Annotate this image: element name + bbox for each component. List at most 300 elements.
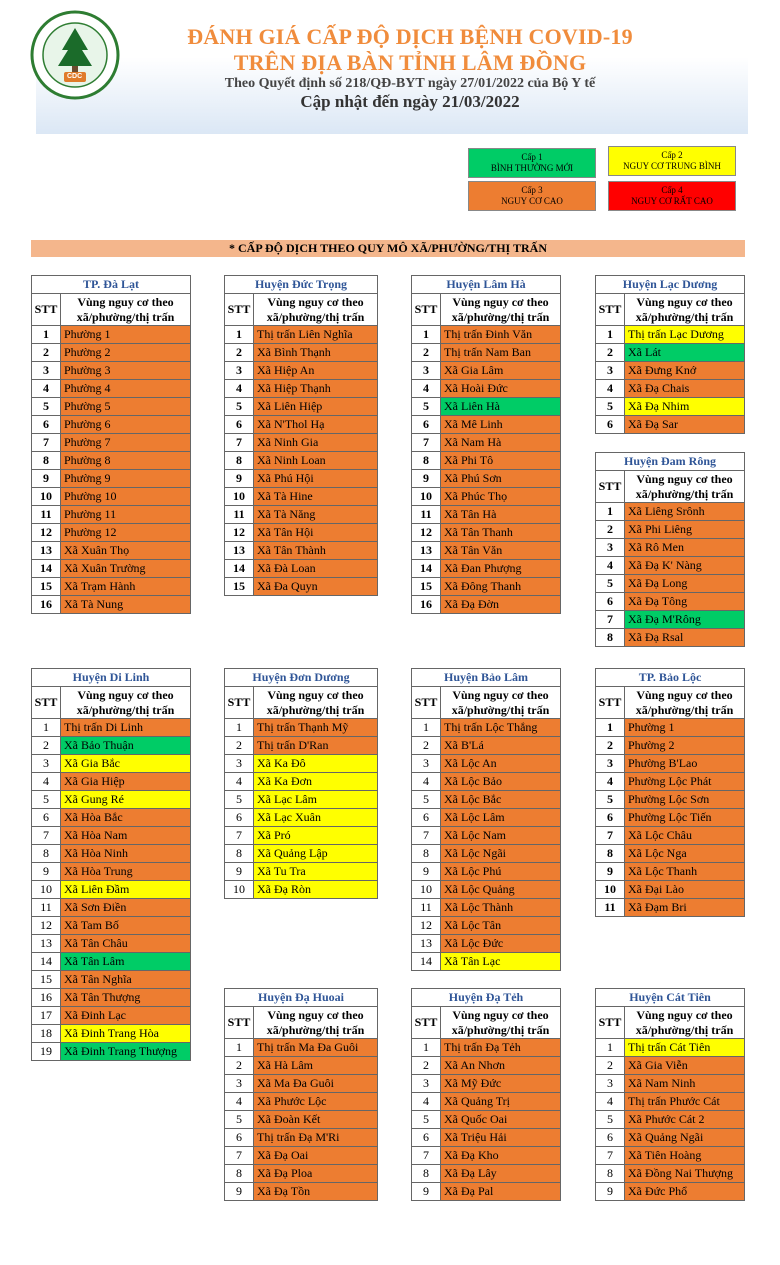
table-row (32, 542, 191, 560)
row-number: 3 (225, 755, 254, 773)
area-name: Xã Lạc Lâm (254, 791, 378, 809)
area-name: Xã Lộc Châu (625, 827, 745, 845)
area-name: Xã Liên Đầm (61, 881, 191, 899)
table-row (225, 452, 378, 470)
section-title: * CẤP ĐỘ DỊCH THEO QUY MÔ XÃ/PHƯỜNG/THỊ TRẤN (31, 240, 745, 257)
row-number: 4 (225, 773, 254, 791)
row-number: 10 (32, 488, 61, 506)
area-name: Xã Đạm Bri (625, 899, 745, 917)
row-number: 7 (225, 1147, 254, 1165)
area-name: Phường 4 (61, 380, 191, 398)
area-name: Xã Đại Lào (625, 881, 745, 899)
table-row (412, 1039, 561, 1057)
row-number: 5 (596, 791, 625, 809)
area-name: Xã Lộc Thành (441, 899, 561, 917)
table-row (412, 1075, 561, 1093)
area-name: Phường 8 (61, 452, 191, 470)
row-number: 2 (596, 344, 625, 362)
area-name: Xã Ka Đơn (254, 773, 378, 791)
table-row (225, 845, 378, 863)
area-name: Xã Đa Quyn (254, 578, 378, 596)
district-table (595, 668, 745, 917)
area-name: Xã Xuân Thọ (61, 542, 191, 560)
row-number: 5 (225, 1111, 254, 1129)
col-header-stt: STT (225, 1007, 254, 1039)
table-row (225, 380, 378, 398)
table-row (412, 434, 561, 452)
row-number: 1 (412, 326, 441, 344)
row-number: 14 (225, 560, 254, 578)
table-row (596, 380, 745, 398)
table-row (412, 560, 561, 578)
row-number: 8 (32, 452, 61, 470)
row-number: 16 (32, 596, 61, 614)
area-name: Xã Lộc Nga (625, 845, 745, 863)
district-table (411, 275, 561, 614)
row-number: 9 (412, 1183, 441, 1201)
table-row (32, 935, 191, 953)
area-name: Xã Lộc Quảng (441, 881, 561, 899)
row-number: 11 (32, 899, 61, 917)
row-number: 7 (32, 434, 61, 452)
row-number: 6 (32, 809, 61, 827)
col-header-area: Vùng nguy cơ theo xã/phường/thị trấn (441, 294, 561, 326)
area-name: Xã Liêng Srônh (625, 503, 745, 521)
area-name: Xã Ninh Loan (254, 452, 378, 470)
row-number: 3 (412, 755, 441, 773)
table-row (412, 596, 561, 614)
area-name: Xã Phi Tô (441, 452, 561, 470)
area-name: Xã Lộc Tân (441, 917, 561, 935)
row-number: 1 (32, 326, 61, 344)
col-header-area: Vùng nguy cơ theo xã/phường/thị trấn (254, 294, 378, 326)
col-header-stt: STT (412, 294, 441, 326)
area-name: Xã Tu Tra (254, 863, 378, 881)
col-header-stt: STT (596, 687, 625, 719)
row-number: 4 (596, 557, 625, 575)
table-row (225, 488, 378, 506)
table-row (225, 791, 378, 809)
row-number: 13 (412, 542, 441, 560)
row-number: 1 (596, 326, 625, 344)
area-name: Xã Tân Hội (254, 524, 378, 542)
table-row (412, 935, 561, 953)
area-name: Xã Hòa Ninh (61, 845, 191, 863)
table-row (596, 344, 745, 362)
table-row (596, 773, 745, 791)
area-name: Xã Quảng Ngãi (625, 1129, 745, 1147)
row-number: 1 (32, 719, 61, 737)
row-number: 1 (225, 326, 254, 344)
district-table (224, 668, 378, 899)
area-name: Xã Lát (625, 344, 745, 362)
row-number: 3 (225, 1075, 254, 1093)
area-name: Xã Đạ M'Rông (625, 611, 745, 629)
district-table (224, 988, 378, 1201)
table-row (32, 1043, 191, 1061)
row-number: 7 (225, 827, 254, 845)
area-name: Xã Tân Châu (61, 935, 191, 953)
area-name: Phường 9 (61, 470, 191, 488)
area-name: Xã Tân Văn (441, 542, 561, 560)
area-name: Phường 6 (61, 416, 191, 434)
col-header-area: Vùng nguy cơ theo xã/phường/thị trấn (254, 1007, 378, 1039)
area-name: Xã Đưng Knớ (625, 362, 745, 380)
table-row (225, 809, 378, 827)
area-name: Phường 11 (61, 506, 191, 524)
row-number: 3 (412, 362, 441, 380)
table-row (225, 719, 378, 737)
table-row (32, 488, 191, 506)
table-row (412, 506, 561, 524)
legend-level-3: Cấp 3 NGUY CƠ CAO (468, 181, 596, 211)
row-number: 6 (412, 1129, 441, 1147)
area-name: Xã Gia Viễn (625, 1057, 745, 1075)
area-name: Xã Nam Ninh (625, 1075, 745, 1093)
table-row (596, 863, 745, 881)
legend-level-4: Cấp 4 NGUY CƠ RẤT CAO (608, 181, 736, 211)
table-row (596, 1057, 745, 1075)
table-row (596, 755, 745, 773)
table-row (225, 863, 378, 881)
row-number: 11 (596, 899, 625, 917)
row-number: 10 (225, 488, 254, 506)
row-number: 3 (596, 539, 625, 557)
district-name: TP. Đà Lạt (32, 276, 191, 294)
col-header-stt: STT (412, 1007, 441, 1039)
table-row (32, 773, 191, 791)
row-number: 4 (412, 1093, 441, 1111)
col-header-area: Vùng nguy cơ theo xã/phường/thị trấn (625, 471, 745, 503)
row-number: 9 (225, 1183, 254, 1201)
area-name: Xã An Nhơn (441, 1057, 561, 1075)
table-row (225, 398, 378, 416)
row-number: 15 (225, 578, 254, 596)
table-row (225, 1183, 378, 1201)
row-number: 2 (32, 344, 61, 362)
table-row (596, 1039, 745, 1057)
table-row (32, 809, 191, 827)
area-name: Xã Lộc Ngãi (441, 845, 561, 863)
table-row (225, 1147, 378, 1165)
district-table (411, 988, 561, 1201)
area-name: Xã Đạ Đờn (441, 596, 561, 614)
table-row (32, 971, 191, 989)
row-number: 8 (596, 845, 625, 863)
row-number: 6 (32, 416, 61, 434)
table-row (225, 773, 378, 791)
row-number: 1 (596, 503, 625, 521)
table-row (412, 1165, 561, 1183)
area-name: Thị trấn Nam Ban (441, 344, 561, 362)
row-number: 2 (596, 1057, 625, 1075)
table-row (32, 398, 191, 416)
row-number: 8 (412, 452, 441, 470)
row-number: 4 (596, 1093, 625, 1111)
area-name: Thị trấn D'Ran (254, 737, 378, 755)
row-number: 12 (32, 524, 61, 542)
area-name: Xã Đông Thanh (441, 578, 561, 596)
area-name: Thị trấn Di Linh (61, 719, 191, 737)
area-name: Xã Đinh Trang Thượng (61, 1043, 191, 1061)
area-name: Xã Bảo Thuận (61, 737, 191, 755)
table-row (32, 1007, 191, 1025)
area-name: Phường 5 (61, 398, 191, 416)
col-header-area: Vùng nguy cơ theo xã/phường/thị trấn (625, 1007, 745, 1039)
row-number: 8 (412, 1165, 441, 1183)
area-name: Xã Tà Hine (254, 488, 378, 506)
row-number: 5 (596, 1111, 625, 1129)
district-name: Huyện Đạ Huoai (225, 989, 378, 1007)
row-number: 4 (412, 380, 441, 398)
table-row (32, 737, 191, 755)
area-name: Thị trấn Đinh Văn (441, 326, 561, 344)
table-row (32, 578, 191, 596)
table-row (225, 434, 378, 452)
row-number: 9 (32, 470, 61, 488)
table-row (596, 1129, 745, 1147)
area-name: Xã Đạ Ròn (254, 881, 378, 899)
table-row (412, 344, 561, 362)
row-number: 8 (225, 1165, 254, 1183)
table-row (596, 503, 745, 521)
col-header-stt: STT (225, 294, 254, 326)
district-name: Huyện Lâm Hà (412, 276, 561, 294)
area-name: Xã Ninh Gia (254, 434, 378, 452)
table-row (412, 362, 561, 380)
district-name: Huyện Di Linh (32, 669, 191, 687)
table-row (225, 326, 378, 344)
row-number: 14 (412, 953, 441, 971)
row-number: 10 (412, 488, 441, 506)
table-row (32, 917, 191, 935)
table-row (412, 488, 561, 506)
table-row (225, 1093, 378, 1111)
row-number: 3 (32, 755, 61, 773)
table-row (412, 1111, 561, 1129)
table-row (225, 506, 378, 524)
row-number: 11 (412, 506, 441, 524)
row-number: 5 (412, 398, 441, 416)
row-number: 4 (412, 773, 441, 791)
table-row (596, 791, 745, 809)
page-title-line1: ĐÁNH GIÁ CẤP ĐỘ DỊCH BỆNH COVID-19 (187, 24, 633, 49)
area-name: Xã Lộc Lâm (441, 809, 561, 827)
row-number: 3 (596, 362, 625, 380)
row-number: 6 (596, 416, 625, 434)
row-number: 9 (32, 863, 61, 881)
area-name: Phường 3 (61, 362, 191, 380)
table-row (225, 542, 378, 560)
row-number: 3 (32, 362, 61, 380)
table-row (225, 1111, 378, 1129)
area-name: Xã Đạ Lây (441, 1165, 561, 1183)
area-name: Thị trấn Thạnh Mỹ (254, 719, 378, 737)
area-name: Xã Phước Lộc (254, 1093, 378, 1111)
area-name: Thị trấn Lạc Dương (625, 326, 745, 344)
table-row (596, 593, 745, 611)
row-number: 3 (412, 1075, 441, 1093)
table-row (32, 719, 191, 737)
col-header-stt: STT (596, 294, 625, 326)
table-row (32, 989, 191, 1007)
area-name: Xã Ma Đa Guôi (254, 1075, 378, 1093)
col-header-stt: STT (225, 687, 254, 719)
col-header-area: Vùng nguy cơ theo xã/phường/thị trấn (625, 294, 745, 326)
row-number: 14 (412, 560, 441, 578)
area-name: Phường 1 (625, 719, 745, 737)
row-number: 2 (225, 344, 254, 362)
table-row (412, 524, 561, 542)
table-row (225, 1039, 378, 1057)
table-row (225, 737, 378, 755)
row-number: 4 (596, 380, 625, 398)
area-name: Xã Đạ K' Nàng (625, 557, 745, 575)
row-number: 2 (225, 1057, 254, 1075)
table-row (412, 737, 561, 755)
area-name: Xã Tân Thanh (441, 524, 561, 542)
row-number: 6 (225, 416, 254, 434)
row-number: 12 (225, 524, 254, 542)
table-row (412, 917, 561, 935)
table-row (596, 575, 745, 593)
row-number: 5 (412, 791, 441, 809)
row-number: 5 (412, 1111, 441, 1129)
area-name: Phường Lộc Phát (625, 773, 745, 791)
table-row (412, 578, 561, 596)
row-number: 5 (225, 791, 254, 809)
district-name: Huyện Đam Rông (596, 453, 745, 471)
table-row (32, 326, 191, 344)
table-row (225, 362, 378, 380)
table-row (596, 398, 745, 416)
table-row (32, 416, 191, 434)
table-row (596, 1183, 745, 1201)
row-number: 1 (412, 719, 441, 737)
table-row (596, 629, 745, 647)
row-number: 9 (596, 863, 625, 881)
col-header-stt: STT (32, 294, 61, 326)
table-row (596, 881, 745, 899)
col-header-area: Vùng nguy cơ theo xã/phường/thị trấn (441, 687, 561, 719)
row-number: 5 (225, 398, 254, 416)
table-row (412, 416, 561, 434)
table-row (412, 1129, 561, 1147)
decision-subtitle: Theo Quyết định số 218/QĐ-BYT ngày 27/01/2022 của Bộ Y tế (224, 76, 596, 91)
district-table (31, 275, 191, 614)
row-number: 3 (596, 1075, 625, 1093)
district-name: Huyện Cát Tiên (596, 989, 745, 1007)
area-name: Xã Quảng Trị (441, 1093, 561, 1111)
area-name: Xã Đan Phượng (441, 560, 561, 578)
area-name: Phường Lộc Tiến (625, 809, 745, 827)
area-name: Phường 12 (61, 524, 191, 542)
area-name: Xã Đạ Sar (625, 416, 745, 434)
area-name: Xã Liên Hiệp (254, 398, 378, 416)
row-number: 8 (225, 845, 254, 863)
row-number: 7 (596, 1147, 625, 1165)
area-name: Xã Đạ Tông (625, 593, 745, 611)
area-name: Xã Hoài Đức (441, 380, 561, 398)
row-number: 19 (32, 1043, 61, 1061)
district-table (595, 988, 745, 1201)
table-row (596, 557, 745, 575)
row-number: 5 (596, 575, 625, 593)
table-row (412, 1057, 561, 1075)
area-name: Thị trấn Ma Đa Guôi (254, 1039, 378, 1057)
area-name: Xã Gia Hiệp (61, 773, 191, 791)
area-name: Xã Hòa Bắc (61, 809, 191, 827)
row-number: 16 (32, 989, 61, 1007)
row-number: 12 (412, 524, 441, 542)
table-row (412, 326, 561, 344)
district-table (595, 275, 745, 434)
row-number: 4 (32, 380, 61, 398)
table-row (225, 416, 378, 434)
table-row (32, 755, 191, 773)
table-row (225, 1075, 378, 1093)
row-number: 8 (596, 1165, 625, 1183)
table-row (412, 1147, 561, 1165)
table-row (32, 434, 191, 452)
table-row (596, 737, 745, 755)
table-row (596, 1111, 745, 1129)
area-name: Xã Phú Hội (254, 470, 378, 488)
district-table (224, 275, 378, 596)
table-row (596, 845, 745, 863)
row-number: 9 (412, 470, 441, 488)
area-name: Thị trấn Cát Tiên (625, 1039, 745, 1057)
row-number: 2 (412, 344, 441, 362)
district-name: Huyện Đạ Tẻh (412, 989, 561, 1007)
table-row (32, 827, 191, 845)
area-name: Xã Tân Thượng (61, 989, 191, 1007)
area-name: Xã Mỹ Đức (441, 1075, 561, 1093)
table-row (596, 1165, 745, 1183)
row-number: 8 (596, 629, 625, 647)
district-table (411, 668, 561, 971)
district-name: Huyện Đơn Dương (225, 669, 378, 687)
area-name: Xã Đạ Chais (625, 380, 745, 398)
area-name: Xã Bình Thạnh (254, 344, 378, 362)
row-number: 6 (596, 593, 625, 611)
area-name: Xã Đạ Ploa (254, 1165, 378, 1183)
district-table (595, 452, 745, 647)
table-row (412, 452, 561, 470)
district-name: Huyện Bảo Lâm (412, 669, 561, 687)
area-name: Xã Tiên Hoàng (625, 1147, 745, 1165)
row-number: 9 (412, 863, 441, 881)
col-header-stt: STT (596, 471, 625, 503)
row-number: 4 (225, 1093, 254, 1111)
row-number: 2 (412, 737, 441, 755)
row-number: 11 (412, 899, 441, 917)
area-name: Xã Triệu Hải (441, 1129, 561, 1147)
area-name: Xã Tân Nghĩa (61, 971, 191, 989)
table-row (32, 1025, 191, 1043)
table-row (32, 881, 191, 899)
table-row (225, 827, 378, 845)
row-number: 2 (225, 737, 254, 755)
area-name: Xã Tà Năng (254, 506, 378, 524)
area-name: Xã Sơn Điền (61, 899, 191, 917)
area-name: Xã Rô Men (625, 539, 745, 557)
table-row (596, 416, 745, 434)
table-row (32, 863, 191, 881)
table-row (596, 827, 745, 845)
row-number: 7 (412, 434, 441, 452)
table-row (412, 542, 561, 560)
